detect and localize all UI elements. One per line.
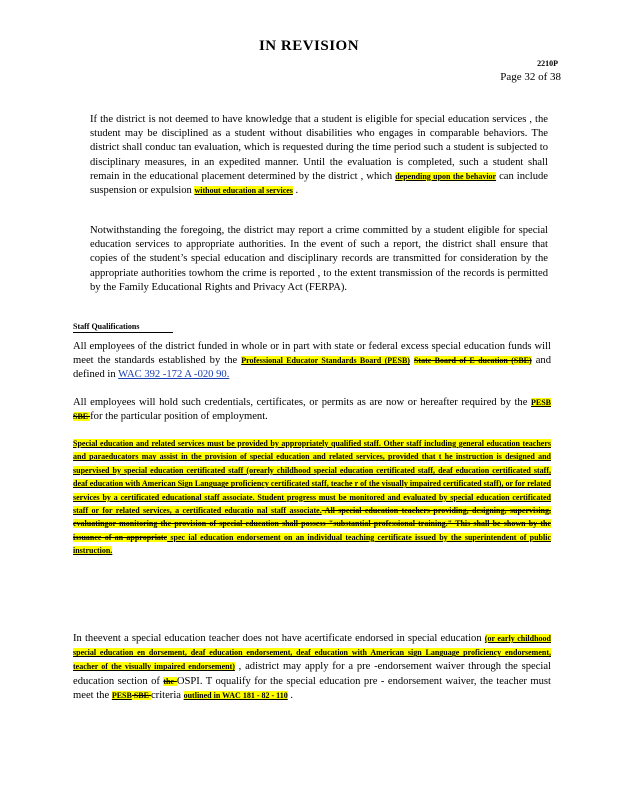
page-title: IN REVISION bbox=[258, 38, 360, 54]
p3-mid: and defined in bbox=[73, 355, 551, 381]
paragraph-employee-standards bbox=[73, 340, 551, 383]
paragraph-discipline-knowledge bbox=[90, 113, 548, 198]
p6-mid2: OSPI. T oqualify for the special education pre - endorsement waiver, the teacher must meet the bbox=[73, 675, 551, 701]
p6-text: In theevent a special education teacher does not have acertificate endorsed in special education bbox=[73, 633, 485, 644]
p6-mid: , adistrict may apply for a pre -endorsement waiver through the special education section of bbox=[73, 661, 551, 687]
paragraph-credentials bbox=[73, 396, 551, 424]
wac-link[interactable]: WAC 392 -172 A -020 90. bbox=[118, 369, 230, 381]
paragraph-endorsement-waiver bbox=[73, 632, 551, 703]
p5-insertion-a: Special education and related services must be provided by appropriately qualified staff. Other staff including general education teachers and paraeducators may assist in the provision of special education and related services, provided that t he instruction is designed and supervised by special education certificated staff (orearly childhood special education certificated staff, deaf education certificated staff, deaf education with American Sign Language proficiency certificated staff, teache r of the visually impaired certificated staff), or for related services by a certificated educational staff associate. Student progress must be monitored and evaluated by special education certificated staff or for related services, a certificated educatio nal staff associate. bbox=[73, 439, 551, 516]
p1-end: . bbox=[292, 185, 299, 197]
page-number: Page 32 of 38 bbox=[500, 71, 561, 83]
p6-deletion-2: SBE bbox=[131, 690, 151, 700]
p5-insertion-b: spec ial education endorsement on an individual teaching certificate issued by the superintendent of public instruction. bbox=[73, 532, 551, 556]
p6-mid3: criteria bbox=[150, 689, 184, 701]
p3-deletion: State Board of E ducation (SBE) bbox=[413, 356, 532, 366]
p6-insertion-3: outlined in WAC 181 - 82 - 110 bbox=[183, 690, 288, 700]
p1-insertion-1: depending upon the behavior bbox=[395, 171, 497, 181]
p3-insertion: Professional Educator Standards Board (PESB) bbox=[241, 356, 410, 366]
p2-text: Notwithstanding the foregoing, the district may report a crime committed by a student eligible for special education services to appropriate authorities. In the event of such a report, the district shall ensure that copies of the student’s special education and disciplinary records are transmitted for consideration by the appropriate authorities towhom the crime is reported , to the extent transmission of the records is permitted by the Family Educational Rights and Privacy Act (FERPA). bbox=[90, 225, 548, 293]
paragraph-qualified-staff bbox=[73, 437, 551, 558]
p6-insertion-2: PESB bbox=[111, 690, 132, 700]
p3-text: All employees of the district funded in whole or in part with state or federal excess special education funds will meet the standards established by the bbox=[73, 341, 551, 367]
p1-text: If the district is not deemed to have knowledge that a student is eligible for special education services , the student may be disciplined as a student without disabilities who engages in comparable behaviors. The district shall conduc tan evaluation, which is requested during the time period such a student is subjected to disciplinary measures, in an expedited manner. Until the evaluation is completed, such a student shall remain in the educational placement determined by the district , which bbox=[90, 114, 548, 182]
p4-text: All employees will hold such credentials, certificates, or permits as are now or hereafter required by the bbox=[73, 397, 531, 408]
p1-mid: can include suspension or expulsion bbox=[90, 170, 548, 197]
p4-deletion: SBE bbox=[73, 412, 91, 422]
p6-insertion-1: (or early childhood special education en dorsement, deaf education endorsement, deaf education with American sign Language proficiency endorsement, teacher of the visually impaired endorsement) bbox=[73, 634, 551, 672]
section-heading: Staff Qualifications bbox=[73, 322, 173, 333]
p1-insertion-2: without education al services bbox=[194, 186, 293, 196]
policy-code: 2210P bbox=[537, 59, 558, 68]
p4-end: for the particular position of employment. bbox=[90, 411, 268, 423]
p6-end: . bbox=[287, 689, 293, 701]
p5-deletion: All special education teachers providing, designing, supervising, evaluatingor monitoring the provision of special education shall possess "substantial professional training." This shall be shown by the issuance of an appropriate bbox=[73, 506, 551, 542]
p4-insertion: PESB bbox=[530, 398, 551, 407]
paragraph-crime-report bbox=[90, 224, 548, 295]
p6-deletion-1: the bbox=[163, 676, 177, 686]
